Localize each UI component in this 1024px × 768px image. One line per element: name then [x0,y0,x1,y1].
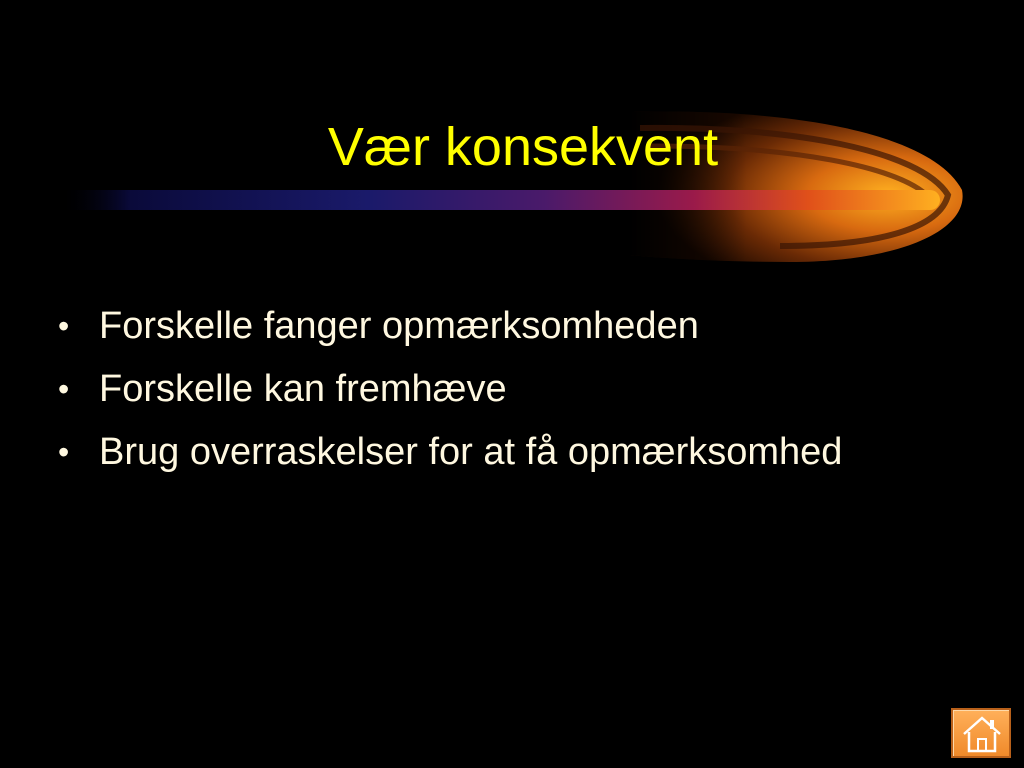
bullet-text: Forskelle fanger opmærksomheden [99,305,699,347]
bullet-marker: • [58,434,70,470]
bullet-text: Forskelle kan fremhæve [99,368,507,410]
bullet-marker: • [58,371,70,407]
bullet-marker: • [58,308,70,344]
slide-title: Vær konsekvent [327,117,719,177]
bullet-list [58,300,842,489]
home-icon [960,714,1004,754]
bullet-text: Brug overraskelser for at få opmærksomhed [99,431,843,473]
comet-tail [60,190,940,210]
bullet-item [58,426,842,489]
bullet-item [58,300,842,363]
home-button[interactable] [951,708,1011,758]
bullet-item [58,363,842,426]
